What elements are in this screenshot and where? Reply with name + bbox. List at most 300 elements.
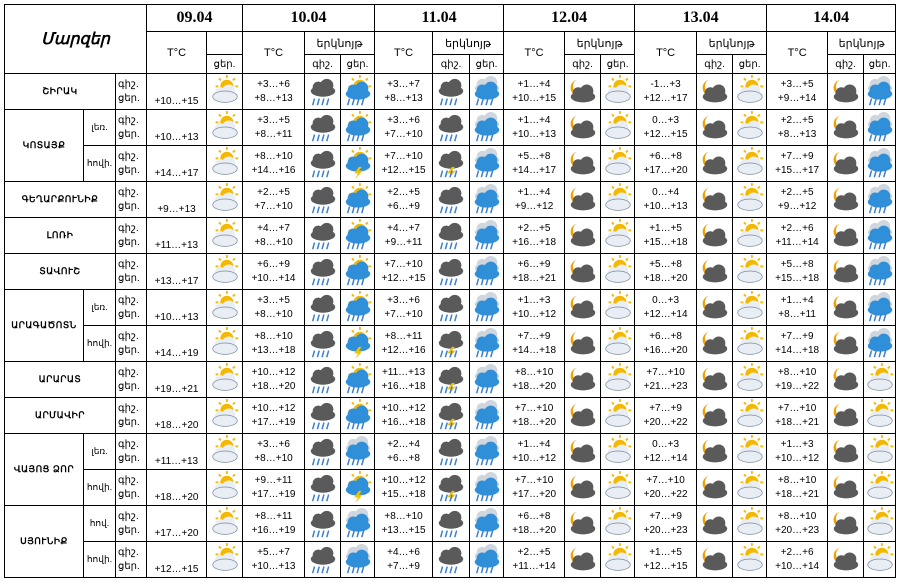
temp-cell: +6…+8 +18…+20 [504,506,565,542]
temp-cell: +1…+3 +10…+12 [504,290,565,326]
moon-cloud-icon [828,362,864,398]
cloud-rain-icon [305,362,341,398]
moon-cloud-icon [697,218,733,254]
temp-cell: +6…+8 +16…+20 [635,326,697,362]
temp-cell: +1…+4 +10…+12 [504,434,565,470]
day-night-label: գիշ. ցեր. [116,506,147,542]
night-subheader: ցեր. [733,55,767,74]
temp-cell: +1…+5 +15…+18 [635,218,697,254]
temp-cell: +18…+20 [147,470,207,506]
day-night-label: գիշ. ցեր. [116,74,147,110]
cloud-rain-blue-icon [470,74,504,110]
date-header: 11.04 [375,5,504,32]
cloud-rain-icon [305,146,341,182]
cloud-rain-icon [433,218,470,254]
temp-cell: +2…+5 +16…+18 [504,218,565,254]
temp-cell: +10…+12 +15…+18 [375,470,433,506]
region-name: ԳԵՂԱՐՔՈՒՆԻՔ [5,182,116,218]
temp-header: T°C [504,32,565,74]
moon-cloud-icon [565,254,601,290]
moon-cloud-icon [565,74,601,110]
cloud-rain-blue-icon [470,218,504,254]
moon-cloud-icon [828,254,864,290]
cloud-rain-blue-icon [864,182,896,218]
temp-cell: +7…+10 +12…+15 [375,254,433,290]
temp-cell: +7…+10 +17…+20 [504,470,565,506]
day-subheader: գիշ. [433,55,470,74]
temp-cell: +19…+21 [147,362,207,398]
cloud-rain-blue-icon [864,290,896,326]
temp-header: T°C [147,32,207,74]
night-subheader: ցեր. [341,55,375,74]
moon-cloud-icon [697,326,733,362]
temp-cell: +10…+12 +18…+20 [243,362,305,398]
subregion-label: հով. [84,506,116,542]
moon-cloud-icon [828,110,864,146]
temp-cell: +5…+8 +14…+17 [504,146,565,182]
date-header: 09.04 [147,5,243,32]
temp-cell: +4…+7 +8…+10 [243,218,305,254]
cloud-thunder-icon [433,470,470,506]
subregion-label: լեռ. [84,110,116,146]
moon-cloud-icon [697,74,733,110]
cloud-rain-blue-icon [470,542,504,578]
temp-cell: +1…+5 +12…+15 [635,542,697,578]
sun-cloud-icon [733,470,767,506]
cloud-rain-icon [433,74,470,110]
day-night-label: գիշ. ցեր. [116,362,147,398]
moon-cloud-icon [565,146,601,182]
subregion-label: լեռ. [84,434,116,470]
cloud-rain-blue-icon [864,146,896,182]
cloud-thunder-icon [433,362,470,398]
temp-cell: +7…+9 +20…+22 [635,398,697,434]
date-header: 10.04 [243,5,375,32]
moon-cloud-icon [697,254,733,290]
cloud-rain-blue-icon [470,146,504,182]
day-night-label: գիշ. ցեր. [116,398,147,434]
temp-cell: +8…+10 +19…+22 [767,362,828,398]
cloud-rain-icon [305,218,341,254]
day-night-label: գիշ. ցեր. [116,218,147,254]
temp-cell: +5…+8 +18…+20 [635,254,697,290]
sun-cloud-icon [733,506,767,542]
temp-cell: +10…+13 [147,110,207,146]
temp-cell: +10…+15 [147,74,207,110]
cloud-rain-icon [433,110,470,146]
sun-cloud-icon [864,398,896,434]
sun-cloud-icon [601,362,635,398]
cloud-rain-icon [433,506,470,542]
region-name: ԱՐԱԳԱԾՈՏՆ [5,290,84,362]
temp-header: T°C [635,32,697,74]
temp-cell: +5…+8 +15…+18 [767,254,828,290]
region-name: ՎԱՅՈՑ ՁՈՐ [5,434,84,506]
cloud-rain-blue-icon [341,542,375,578]
moon-cloud-icon [565,362,601,398]
cloud-rain-icon [433,434,470,470]
sun-cloud-thunder-icon [341,146,375,182]
sun-cloud-icon [207,218,243,254]
moon-cloud-icon [565,434,601,470]
temp-cell: 0…+3 +12…+15 [635,110,697,146]
cloud-rain-blue-icon [470,434,504,470]
cloud-rain-blue-icon [470,506,504,542]
moon-cloud-icon [828,326,864,362]
cloud-rain-blue-icon [341,506,375,542]
region-name: ԿՈՏԱՅՔ [5,110,84,182]
day-night-label: գիշ. ցեր. [116,470,147,506]
sun-cloud-icon [733,218,767,254]
temp-cell: +3…+5 +8…+10 [243,290,305,326]
cloud-rain-blue-icon [341,434,375,470]
temp-cell: 0…+3 +12…+14 [635,290,697,326]
temp-cell: +14…+17 [147,146,207,182]
moon-cloud-icon [828,182,864,218]
cloud-rain-blue-icon [470,110,504,146]
subregion-label: հովի. [84,146,116,182]
sun-cloud-icon [207,398,243,434]
sun-cloud-icon [601,182,635,218]
temp-cell: +8…+10 +14…+16 [243,146,305,182]
cloud-rain-blue-icon [470,254,504,290]
temp-cell: +8…+10 +13…+18 [243,326,305,362]
subregion-label: լեռ. [84,290,116,326]
day-night-label: գիշ. ցեր. [116,254,147,290]
temp-cell: +7…+10 +20…+22 [635,470,697,506]
moon-cloud-icon [565,470,601,506]
temp-cell: 0…+3 +12…+14 [635,434,697,470]
temp-cell: +2…+5 +6…+9 [375,182,433,218]
temp-cell: +12…+15 [147,542,207,578]
sun-cloud-icon [207,542,243,578]
cloud-rain-icon [305,74,341,110]
cloud-rain-blue-icon [470,470,504,506]
sky-header: երկնոյթ [433,32,504,55]
subregion-label: հովի. [84,542,116,578]
sun-cloud-icon [733,254,767,290]
moon-cloud-icon [828,506,864,542]
sun-cloud-rain-icon [341,218,375,254]
temp-cell: +7…+10 +21…+23 [635,362,697,398]
moon-cloud-icon [697,470,733,506]
temp-cell: +10…+12 +17…+19 [243,398,305,434]
temp-cell: +9…+13 [147,182,207,218]
sun-cloud-rain-icon [341,110,375,146]
sun-cloud-icon [733,146,767,182]
cloud-rain-icon [305,470,341,506]
sun-cloud-icon [733,542,767,578]
forecast-table [4,4,896,578]
cloud-rain-icon [433,254,470,290]
cloud-rain-icon [433,290,470,326]
temp-cell: +4…+7 +9…+11 [375,218,433,254]
sun-cloud-icon [864,470,896,506]
cloud-rain-blue-icon [864,254,896,290]
moon-cloud-icon [697,398,733,434]
date-header: 13.04 [635,5,767,32]
sun-cloud-rain-icon [341,182,375,218]
sun-cloud-icon [733,74,767,110]
temp-cell: +14…+19 [147,326,207,362]
sun-cloud-icon [601,74,635,110]
day-subheader: գիշ. [565,55,601,74]
sun-cloud-icon [207,110,243,146]
sun-cloud-rain-icon [341,254,375,290]
cloud-rain-blue-icon [470,326,504,362]
sun-cloud-icon [601,398,635,434]
sun-cloud-icon [733,110,767,146]
moon-cloud-icon [697,542,733,578]
temp-cell: +2…+5 +9…+12 [767,182,828,218]
temp-cell: +3…+6 +8…+13 [243,74,305,110]
temp-cell: +7…+10 +12…+15 [375,146,433,182]
temp-cell: +4…+6 +7…+9 [375,542,433,578]
temp-cell: +6…+9 +10…+14 [243,254,305,290]
day-night-label: գիշ. ցեր. [116,434,147,470]
cloud-rain-blue-icon [864,74,896,110]
temp-cell: +7…+9 +15…+17 [767,146,828,182]
temp-cell: +8…+10 +20…+23 [767,506,828,542]
sun-cloud-icon [864,506,896,542]
sun-cloud-icon [207,146,243,182]
sun-cloud-rain-icon [341,362,375,398]
temp-cell: +2…+5 +7…+10 [243,182,305,218]
subregion-label: հովի. [84,326,116,362]
temp-header: T°C [375,32,433,74]
day-night-label: գիշ. ցեր. [116,326,147,362]
sun-cloud-rain-icon [341,398,375,434]
sun-cloud-icon [207,506,243,542]
cloud-rain-blue-icon [470,290,504,326]
cloud-rain-blue-icon [470,362,504,398]
cloud-rain-icon [305,434,341,470]
sun-cloud-icon [864,434,896,470]
temp-header: T°C [767,32,828,74]
temp-cell: +6…+8 +17…+20 [635,146,697,182]
temp-cell: +2…+6 +10…+14 [767,542,828,578]
moon-cloud-icon [565,506,601,542]
moon-cloud-icon [828,470,864,506]
sun-cloud-icon [733,182,767,218]
sun-cloud-rain-icon [341,74,375,110]
sun-cloud-icon [601,470,635,506]
temp-cell: +3…+6 +8…+10 [243,434,305,470]
sky-header: երկնոյթ [565,32,635,55]
sun-cloud-icon [207,74,243,110]
cloud-rain-blue-icon [864,110,896,146]
sky-header: երկնոյթ [697,32,767,55]
temp-cell: +2…+5 +8…+13 [767,110,828,146]
temp-cell: +10…+13 [147,290,207,326]
temp-cell: +1…+4 +9…+12 [504,182,565,218]
temp-cell: +11…+13 +16…+18 [375,362,433,398]
temp-cell: +7…+10 +18…+21 [767,398,828,434]
sun-cloud-rain-icon [341,290,375,326]
cloud-rain-icon [433,182,470,218]
region-name: ԱՐԱՐԱՏ [5,362,116,398]
sun-cloud-icon [601,506,635,542]
moon-cloud-icon [565,182,601,218]
moon-cloud-icon [828,218,864,254]
temp-cell: +1…+3 +10…+12 [767,434,828,470]
sky-header: երկնոյթ [305,32,375,55]
region-name: ՏԱՎՈՒՇ [5,254,116,290]
night-subheader: ցեր. [470,55,504,74]
cloud-rain-blue-icon [470,398,504,434]
sun-cloud-icon [601,146,635,182]
cloud-rain-icon [305,398,341,434]
moon-cloud-icon [697,290,733,326]
temp-cell: +2…+6 +11…+14 [767,218,828,254]
date-header: 14.04 [767,5,896,32]
day-subheader: գիշ. [305,55,341,74]
temp-cell: 0…+4 +10…+13 [635,182,697,218]
temp-cell: +18…+20 [147,398,207,434]
moon-cloud-icon [697,110,733,146]
date-header: 12.04 [504,5,635,32]
sun-cloud-icon [207,470,243,506]
moon-cloud-icon [828,542,864,578]
sun-cloud-thunder-icon [341,470,375,506]
day-night-label: գիշ. ցեր. [116,182,147,218]
temp-cell: +8…+11 +12…+16 [375,326,433,362]
region-name: ԱՐՄԱՎԻՐ [5,398,116,434]
cloud-rain-icon [433,542,470,578]
temp-cell: +13…+17 [147,254,207,290]
moon-cloud-icon [697,182,733,218]
night-subheader: ցեր. [207,55,243,74]
temp-cell: +7…+10 +18…+20 [504,398,565,434]
moon-cloud-icon [697,434,733,470]
cloud-rain-blue-icon [470,182,504,218]
day-night-label: գիշ. ցեր. [116,146,147,182]
moon-cloud-icon [565,542,601,578]
temp-cell: +3…+5 +8…+11 [243,110,305,146]
sun-cloud-icon [864,362,896,398]
sun-cloud-icon [601,110,635,146]
sun-cloud-icon [601,290,635,326]
regions-title: Մարզեր [5,5,147,74]
sun-cloud-icon [207,326,243,362]
subregion-label: հովի. [84,470,116,506]
sun-cloud-icon [733,398,767,434]
moon-cloud-icon [828,434,864,470]
temp-cell: +11…+13 [147,218,207,254]
day-night-label: գիշ. ցեր. [116,110,147,146]
sun-cloud-icon [733,434,767,470]
sun-cloud-icon [864,542,896,578]
cloud-rain-blue-icon [864,218,896,254]
moon-cloud-icon [565,218,601,254]
day-subheader: գիշ. [697,55,733,74]
sun-cloud-thunder-icon [341,326,375,362]
cloud-rain-icon [305,506,341,542]
cloud-rain-icon [305,110,341,146]
sun-cloud-icon [207,182,243,218]
moon-cloud-icon [565,290,601,326]
moon-cloud-icon [697,506,733,542]
night-subheader: ցեր. [601,55,635,74]
sun-cloud-icon [601,254,635,290]
moon-cloud-icon [565,398,601,434]
moon-cloud-icon [565,326,601,362]
sun-cloud-icon [601,218,635,254]
cloud-rain-icon [305,326,341,362]
temp-cell: +8…+11 +16…+19 [243,506,305,542]
cloud-thunder-icon [433,326,470,362]
temp-cell: +2…+4 +6…+8 [375,434,433,470]
day-subheader: գիշ. [828,55,864,74]
sun-cloud-icon [601,326,635,362]
cloud-thunder-icon [433,146,470,182]
sun-cloud-icon [733,326,767,362]
temp-cell: +7…+9 +20…+23 [635,506,697,542]
temp-cell: +5…+7 +10…+13 [243,542,305,578]
sky-header: երկնոյթ [828,32,896,55]
temp-cell: +3…+7 +8…+13 [375,74,433,110]
temp-cell: +1…+4 +10…+13 [504,110,565,146]
temp-cell: +3…+6 +7…+10 [375,290,433,326]
temp-cell: +8…+10 +13…+15 [375,506,433,542]
cloud-rain-icon [305,542,341,578]
sun-cloud-icon [733,362,767,398]
sun-cloud-icon [601,542,635,578]
temp-cell: +7…+9 +14…+18 [504,326,565,362]
temp-cell: +1…+4 +8…+11 [767,290,828,326]
temp-cell: +6…+9 +18…+21 [504,254,565,290]
night-subheader: ցեր. [864,55,896,74]
moon-cloud-icon [828,290,864,326]
moon-cloud-icon [828,146,864,182]
sun-cloud-icon [601,434,635,470]
region-name: ՍՅՈՒՆԻՔ [5,506,84,578]
moon-cloud-icon [828,74,864,110]
cloud-rain-icon [305,182,341,218]
empty-header [207,32,243,55]
moon-cloud-icon [565,110,601,146]
temp-cell: +8…+10 +18…+21 [767,470,828,506]
sun-cloud-icon [733,290,767,326]
cloud-thunder-icon [433,398,470,434]
cloud-rain-blue-icon [864,326,896,362]
temp-cell: +9…+11 +17…+19 [243,470,305,506]
temp-cell: +17…+20 [147,506,207,542]
temp-cell: +3…+5 +9…+14 [767,74,828,110]
sun-cloud-icon [207,254,243,290]
region-name: ԼՈՌԻ [5,218,116,254]
moon-cloud-icon [828,398,864,434]
sun-cloud-icon [207,434,243,470]
temp-cell: +10…+12 +16…+18 [375,398,433,434]
region-name: ՇԻՐԱԿ [5,74,116,110]
temp-cell: +7…+9 +14…+18 [767,326,828,362]
day-night-label: գիշ. ցեր. [116,542,147,578]
day-night-label: գիշ. ցեր. [116,290,147,326]
moon-cloud-icon [697,146,733,182]
temp-header: T°C [243,32,305,74]
temp-cell: +1…+4 +10…+15 [504,74,565,110]
temp-cell: +3…+6 +7…+10 [375,110,433,146]
temp-cell: +11…+13 [147,434,207,470]
sun-cloud-icon [207,290,243,326]
cloud-rain-icon [305,290,341,326]
temp-cell: +2…+5 +11…+14 [504,542,565,578]
sun-cloud-icon [207,362,243,398]
temp-cell: -1…+3 +12…+17 [635,74,697,110]
temp-cell: +8…+10 +18…+20 [504,362,565,398]
cloud-rain-icon [305,254,341,290]
